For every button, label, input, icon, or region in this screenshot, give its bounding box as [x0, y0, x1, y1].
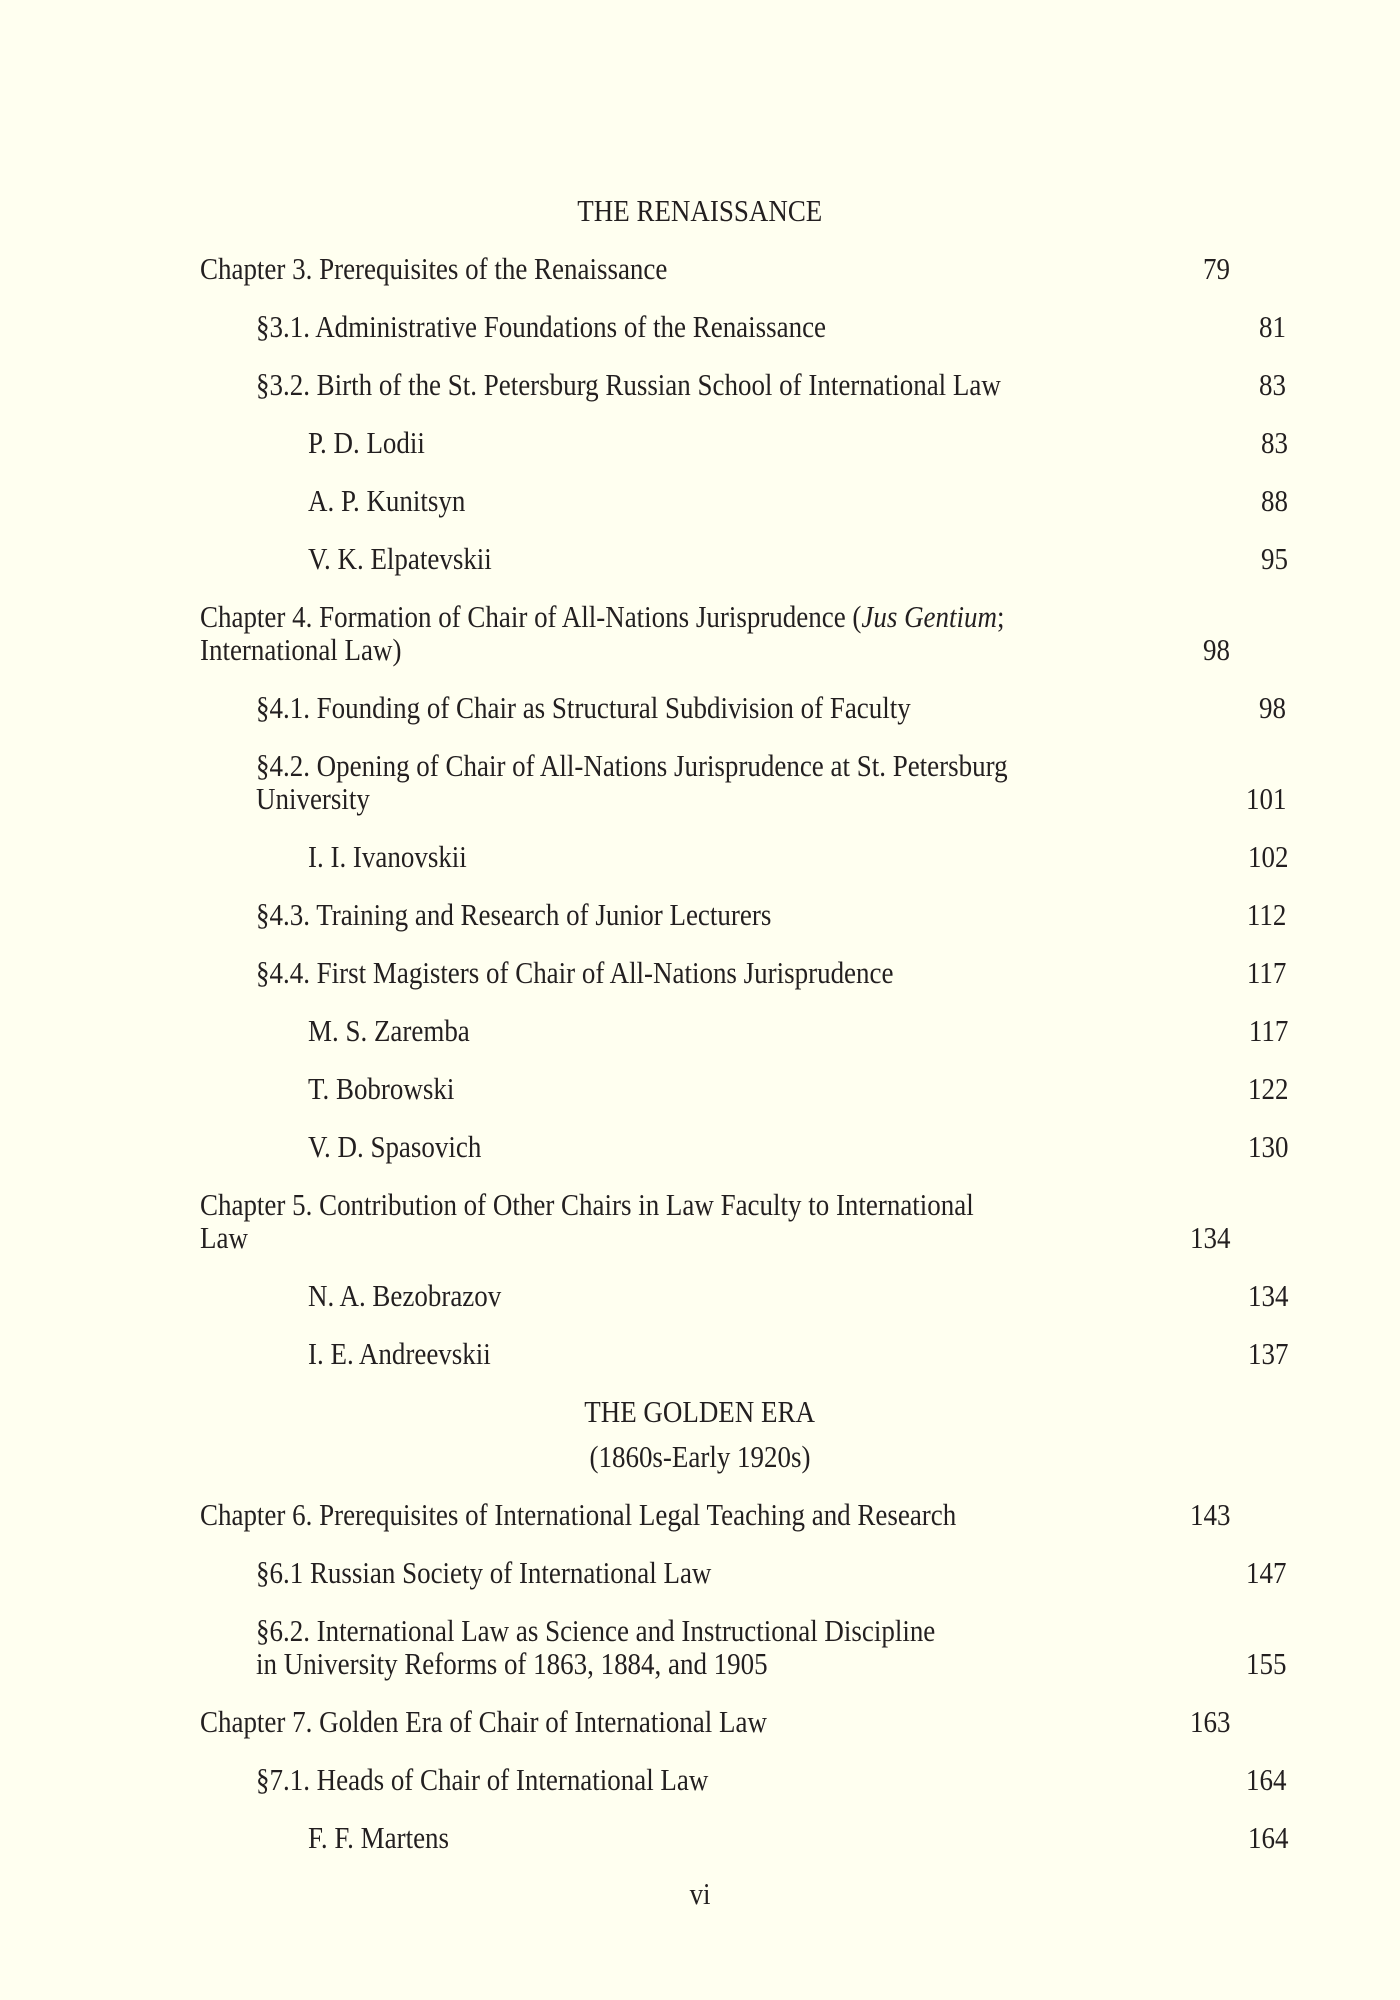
toc-entry-page [1150, 1498, 1230, 1531]
toc-entry-title-text: §7.1. Heads of Chair of International Law [256, 1762, 709, 1797]
toc-entry-person[interactable] [200, 425, 1288, 460]
toc-entry-person[interactable] [200, 483, 1288, 518]
toc-entry-title-text [200, 600, 1027, 666]
toc-entry-title [200, 1556, 1206, 1589]
page-number: 155 [1245, 1646, 1286, 1681]
toc-entry-page [1206, 691, 1286, 724]
page-number: 83 [1261, 425, 1288, 460]
page-number: 83 [1259, 367, 1286, 402]
toc-entry-title [200, 1130, 1208, 1163]
part-heading [200, 1440, 1200, 1473]
part-heading-text: (1860s-Early 1920s) [589, 1439, 811, 1474]
page-number: 163 [1189, 1704, 1230, 1739]
toc-entry-page [1206, 898, 1286, 931]
toc-entry-page [1208, 1337, 1288, 1370]
toc-entry-title-text: Chapter 6. Prerequisites of International Legal Teaching and Research [200, 1497, 957, 1532]
toc-entry-title-text: V. D. Spasovich [308, 1129, 482, 1164]
toc-entry-title-text: §3.1. Administrative Foundations of the Renaissance [256, 309, 827, 344]
toc-entry-title [200, 1188, 1150, 1254]
toc-entry-page [1208, 840, 1288, 873]
toc-entry-title-text: §4.4. First Magisters of Chair of All-Nations Jurisprudence [256, 955, 894, 990]
page-number: 117 [1246, 955, 1286, 990]
toc-entry-chapter[interactable] [200, 1497, 1230, 1532]
title-italic-term: Jus Gentium [861, 599, 997, 634]
page-number: 134 [1247, 1278, 1288, 1313]
toc-entry-page [1206, 1647, 1286, 1680]
toc-entry-section[interactable] [200, 1613, 1286, 1681]
page-number: 122 [1247, 1071, 1288, 1106]
toc-entry-page [1208, 1072, 1288, 1105]
toc-entry-chapter[interactable] [200, 599, 1230, 667]
toc-entry-title [200, 310, 1206, 343]
title-line-2: International Law) [200, 632, 402, 667]
toc-entry-page [1208, 1279, 1288, 1312]
toc-entry-section[interactable] [200, 1762, 1286, 1797]
toc-entry-page [1206, 956, 1286, 989]
page-number: 95 [1261, 541, 1288, 576]
toc-entry-title-text: §6.1 Russian Society of International Law [256, 1555, 712, 1590]
toc-entry-title-text: N. A. Bezobrazov [308, 1278, 502, 1313]
part-heading-text: THE GOLDEN ERA [584, 1394, 816, 1429]
part-heading [200, 1395, 1200, 1428]
toc-entry-page [1208, 426, 1288, 459]
toc-entry-title [200, 368, 1206, 401]
page-number: 117 [1248, 1013, 1288, 1048]
toc-entry-person[interactable] [200, 1336, 1288, 1371]
page-number: 112 [1246, 897, 1286, 932]
toc-entry-title [200, 840, 1208, 873]
toc-entry-page [1208, 1130, 1288, 1163]
toc-entry-title [200, 749, 1206, 815]
toc-entry-section[interactable] [200, 1555, 1286, 1590]
toc-entry-title [200, 691, 1206, 724]
toc-entry-page [1208, 1821, 1288, 1854]
toc-entry-title-text: Chapter 7. Golden Era of Chair of International Law [200, 1704, 767, 1739]
toc-entry-person[interactable] [200, 1278, 1288, 1313]
toc-entry-chapter[interactable] [200, 1187, 1230, 1255]
title-line-2: in University Reforms of 1863, 1884, and 1905 [256, 1646, 768, 1681]
page-number: 88 [1261, 483, 1288, 518]
toc-entry-page [1150, 1705, 1230, 1738]
toc-entry-page [1206, 368, 1286, 401]
toc-entry-section[interactable] [200, 690, 1286, 725]
toc-entry-page [1208, 542, 1288, 575]
page-number: 98 [1203, 632, 1230, 667]
toc-entry-title-text: I. E. Andreevskii [308, 1336, 491, 1371]
page-number: 130 [1247, 1129, 1288, 1164]
toc-entry-title [200, 1279, 1208, 1312]
toc-entry-title [200, 484, 1208, 517]
toc-entry-person[interactable] [200, 1071, 1288, 1106]
title-line-2: Law [200, 1220, 248, 1255]
toc-entry-title [200, 898, 1206, 931]
page-number: 143 [1189, 1497, 1230, 1532]
folio-number: vi [689, 1876, 711, 1911]
toc-entry-page [1206, 310, 1286, 343]
table-of-contents [200, 193, 1288, 1879]
page-number: 101 [1245, 781, 1286, 816]
toc-entry-chapter[interactable] [200, 251, 1230, 286]
toc-entry-person[interactable] [200, 1820, 1288, 1855]
toc-entry-title-text: Chapter 3. Prerequisites of the Renaissance [200, 251, 668, 286]
page-number: 79 [1203, 251, 1230, 286]
toc-entry-title-text: P. D. Lodii [308, 425, 425, 460]
page-number: 164 [1245, 1762, 1286, 1797]
toc-entry-title-text [256, 749, 1083, 815]
toc-entry-title [200, 252, 1150, 285]
toc-entry-title-text [200, 1188, 1027, 1254]
toc-entry-title [200, 542, 1208, 575]
toc-entry-title [200, 1014, 1208, 1047]
toc-entry-title-text [256, 1614, 1083, 1680]
toc-entry-title-text: F. F. Martens [308, 1820, 450, 1855]
page-number: 81 [1259, 309, 1286, 344]
toc-entry-title [200, 1498, 1150, 1531]
toc-entry-title-text: §4.3. Training and Research of Junior Lecturers [256, 897, 772, 932]
toc-entry-page [1150, 252, 1230, 285]
toc-entry-person[interactable] [200, 1013, 1288, 1048]
page-number: 147 [1245, 1555, 1286, 1590]
toc-entry-title-text: T. Bobrowski [308, 1071, 455, 1106]
title-line-1b: ; [996, 599, 1005, 634]
page-number: 134 [1189, 1220, 1230, 1255]
toc-entry-title-text: M. S. Zaremba [308, 1013, 470, 1048]
toc-entry-title [200, 1072, 1208, 1105]
toc-entry-section[interactable] [200, 367, 1286, 402]
page-folio [0, 1877, 1400, 1910]
toc-entry-section[interactable] [200, 897, 1286, 932]
toc-entry-page [1206, 782, 1286, 815]
page-number: 98 [1259, 690, 1286, 725]
page-number: 102 [1247, 839, 1288, 874]
toc-entry-title [200, 426, 1208, 459]
toc-entry-person[interactable] [200, 541, 1288, 576]
toc-entry-page [1206, 1556, 1286, 1589]
toc-entry-person[interactable] [200, 839, 1288, 874]
part-heading-text: THE RENAISSANCE [577, 193, 823, 228]
toc-entry-page [1150, 1221, 1230, 1254]
toc-entry-title [200, 1705, 1150, 1738]
toc-entry-title-text: §4.1. Founding of Chair as Structural Subdivision of Faculty [256, 690, 911, 725]
toc-entry-page [1208, 484, 1288, 517]
toc-entry-title-text: A. P. Kunitsyn [308, 483, 466, 518]
title-line-2: University [256, 781, 370, 816]
toc-entry-chapter[interactable] [200, 1704, 1230, 1739]
toc-entry-title [200, 1763, 1206, 1796]
title-line-1a: Chapter 4. Formation of Chair of All-Nations Jurisprudence ( [200, 599, 862, 634]
toc-entry-title-text: I. I. Ivanovskii [308, 839, 467, 874]
toc-entry-page [1150, 633, 1230, 666]
toc-entry-section[interactable] [200, 748, 1286, 816]
toc-entry-title [200, 1337, 1208, 1370]
toc-entry-person[interactable] [200, 1129, 1288, 1164]
toc-entry-title [200, 600, 1150, 666]
toc-entry-section[interactable] [200, 309, 1286, 344]
toc-entry-title [200, 956, 1206, 989]
toc-entry-title-text: §3.2. Birth of the St. Petersburg Russian School of International Law [256, 367, 1001, 402]
toc-entry-title-text: V. K. Elpatevskii [308, 541, 492, 576]
toc-entry-section[interactable] [200, 955, 1286, 990]
page-number: 164 [1247, 1820, 1288, 1855]
part-heading [200, 194, 1200, 227]
title-line-1: §6.2. International Law as Science and Instructional Discipline [256, 1613, 936, 1648]
title-line-1: §4.2. Opening of Chair of All-Nations Jurisprudence at St. Petersburg [256, 748, 1008, 783]
title-line-1: Chapter 5. Contribution of Other Chairs in Law Faculty to International [200, 1187, 974, 1222]
page-number: 137 [1247, 1336, 1288, 1371]
toc-entry-page [1208, 1014, 1288, 1047]
toc-entry-title [200, 1614, 1206, 1680]
toc-entry-page [1206, 1763, 1286, 1796]
toc-entry-title [200, 1821, 1208, 1854]
